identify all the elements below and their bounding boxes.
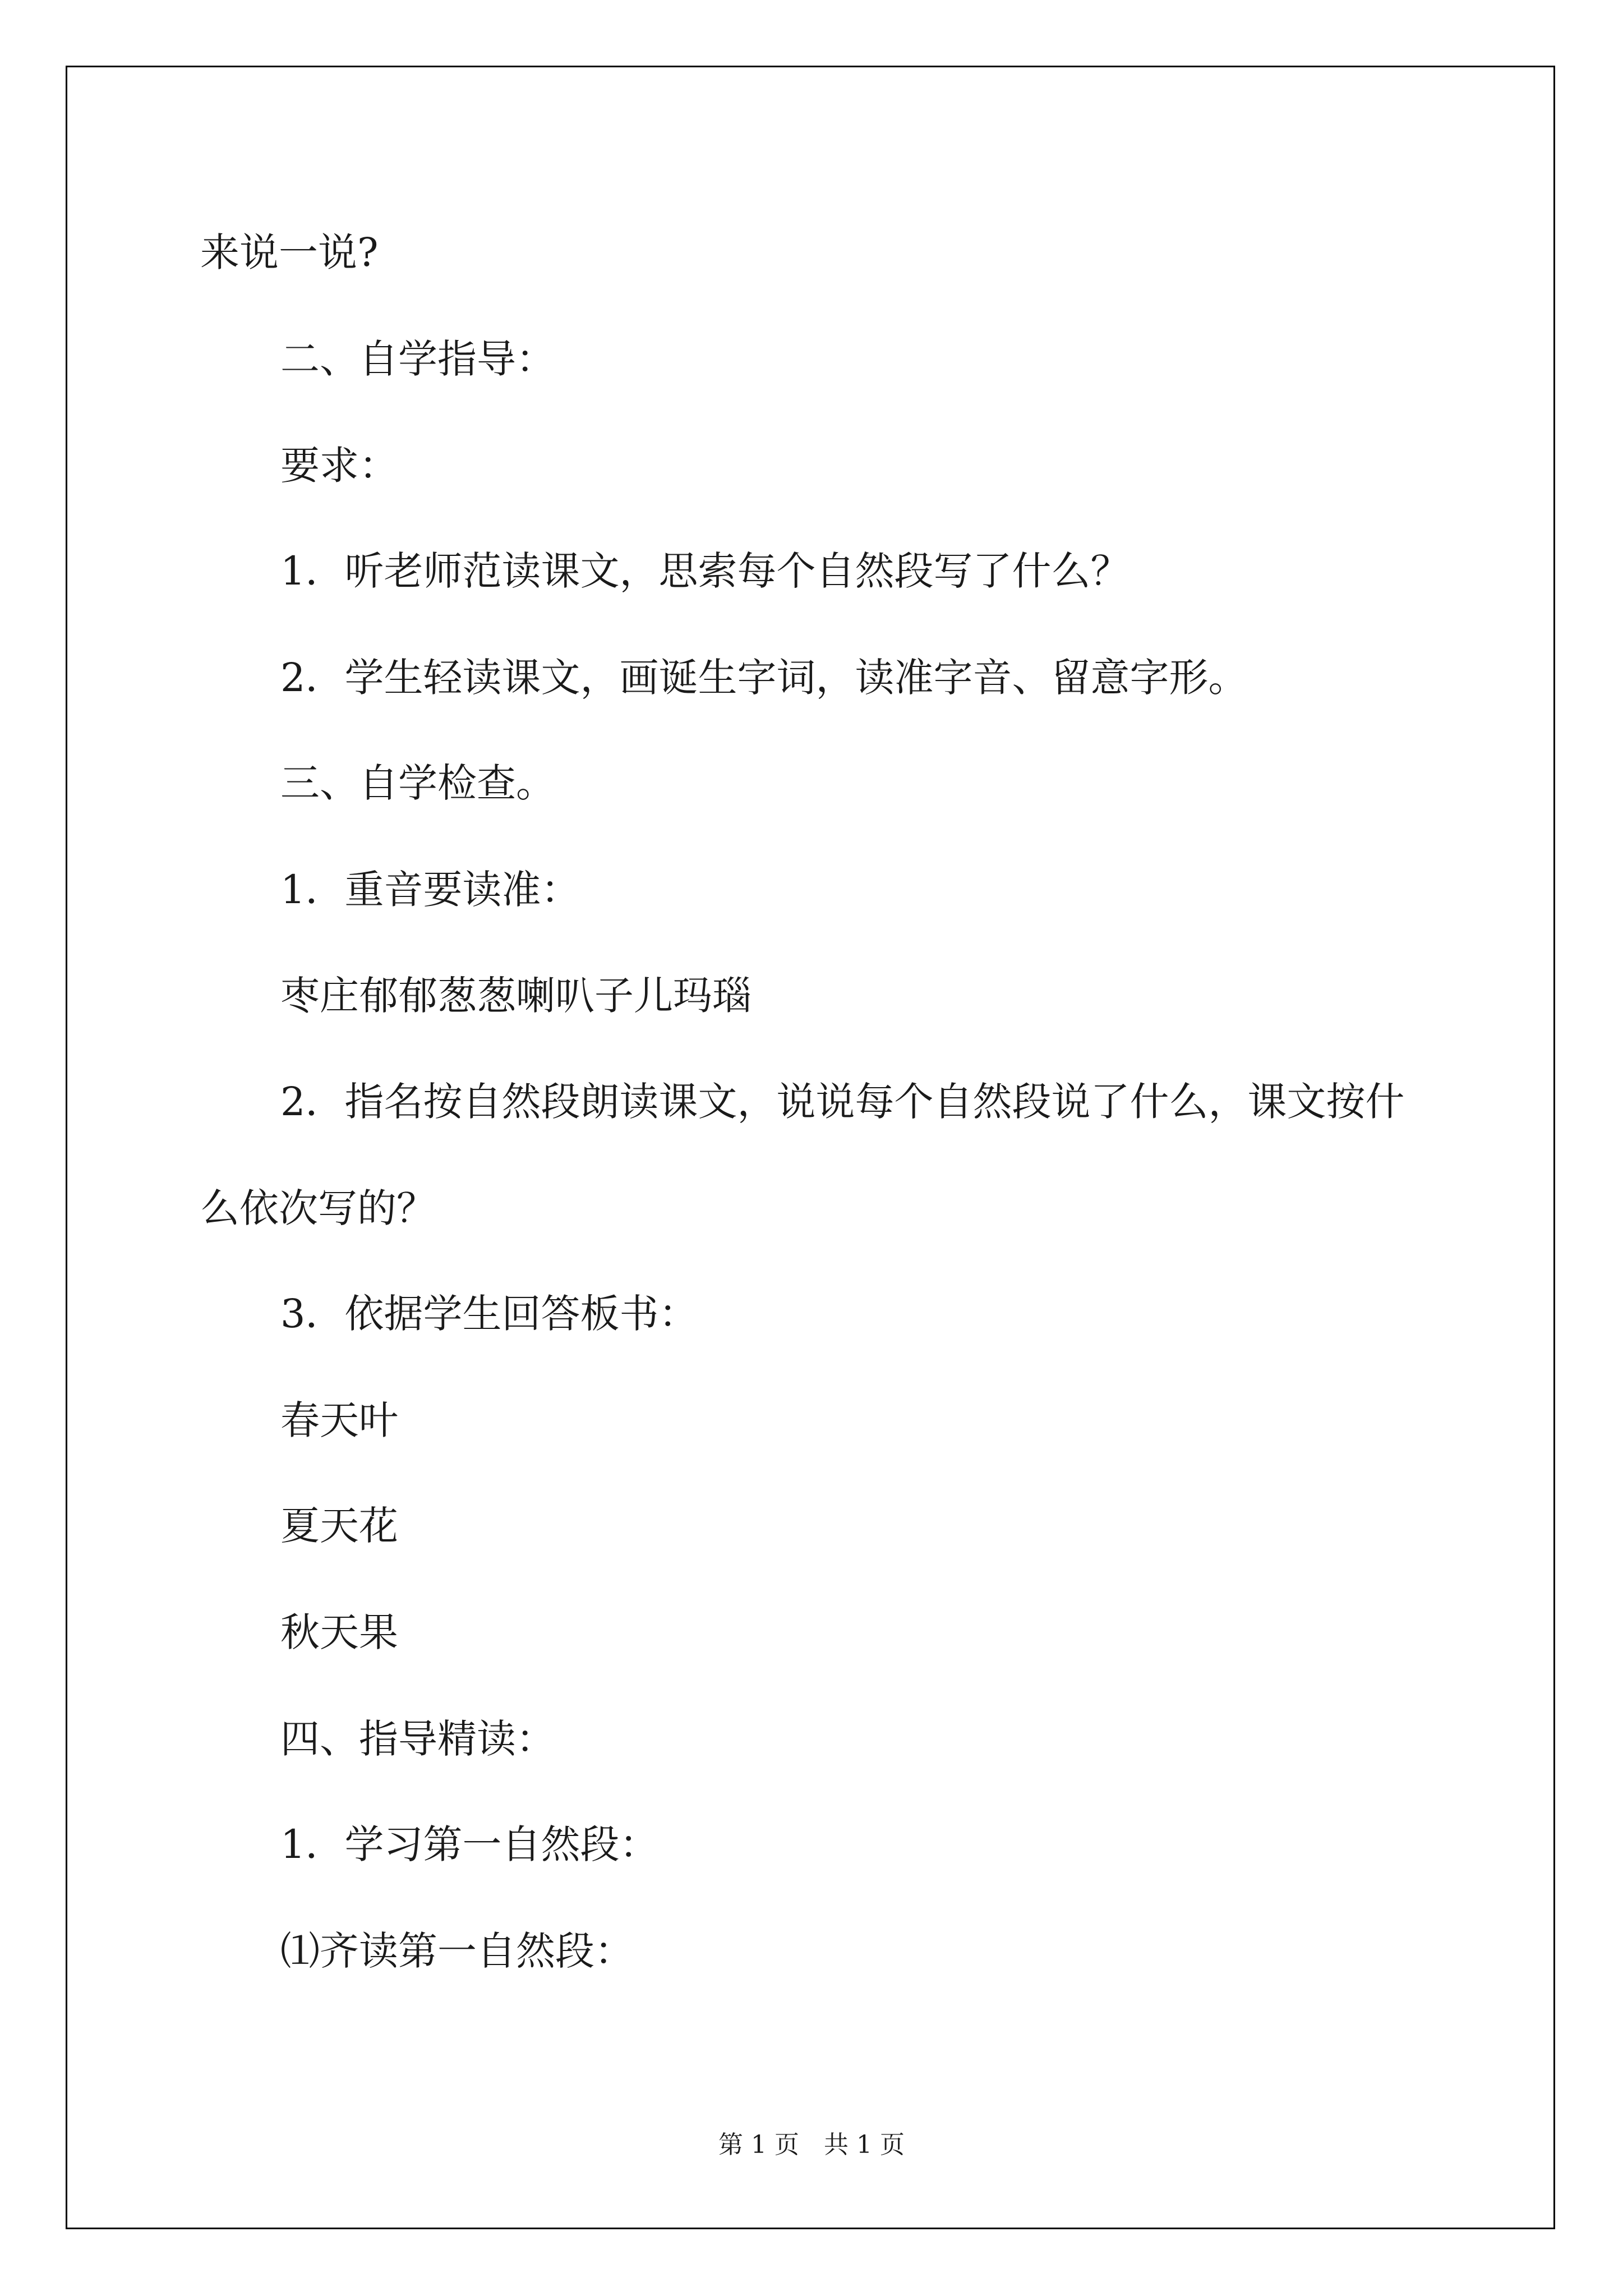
page-border [66, 66, 1555, 2229]
text-line: 春天叶 [280, 1397, 398, 1443]
list-item: 1．听老师范读课文，思索每个自然段写了什么？ [280, 548, 1130, 594]
list-item: 3．依据学生回答板书： [280, 1291, 698, 1337]
text-line: 么依次写的？ [200, 1185, 436, 1231]
section-heading: 三、自学检查。 [280, 760, 555, 806]
text-line: 要求： [280, 443, 398, 489]
list-item: ⑴齐读第一自然段： [280, 1928, 634, 1974]
list-item: 1．学习第一自然段： [280, 1821, 659, 1867]
text-line: 枣庄郁郁葱葱喇叭子儿玛瑙 [280, 973, 751, 1019]
section-heading: 四、指导精读： [280, 1716, 555, 1762]
list-item: 2．学生轻读课文，画诞生字词，读准字音、留意字形。 [280, 655, 1248, 701]
text-line: 秋天果 [280, 1609, 398, 1655]
page-footer: 第 1 页 共 1 页 [718, 2131, 905, 2159]
section-heading: 二、自学指导： [280, 336, 555, 382]
text-line: 夏天花 [280, 1503, 398, 1549]
list-item: 2．指名按自然段朗读课文，说说每个自然段说了什么，课文按什 [280, 1079, 1405, 1125]
text-line: 来说一说? [200, 229, 379, 275]
list-item: 1．重音要读准： [280, 867, 580, 913]
